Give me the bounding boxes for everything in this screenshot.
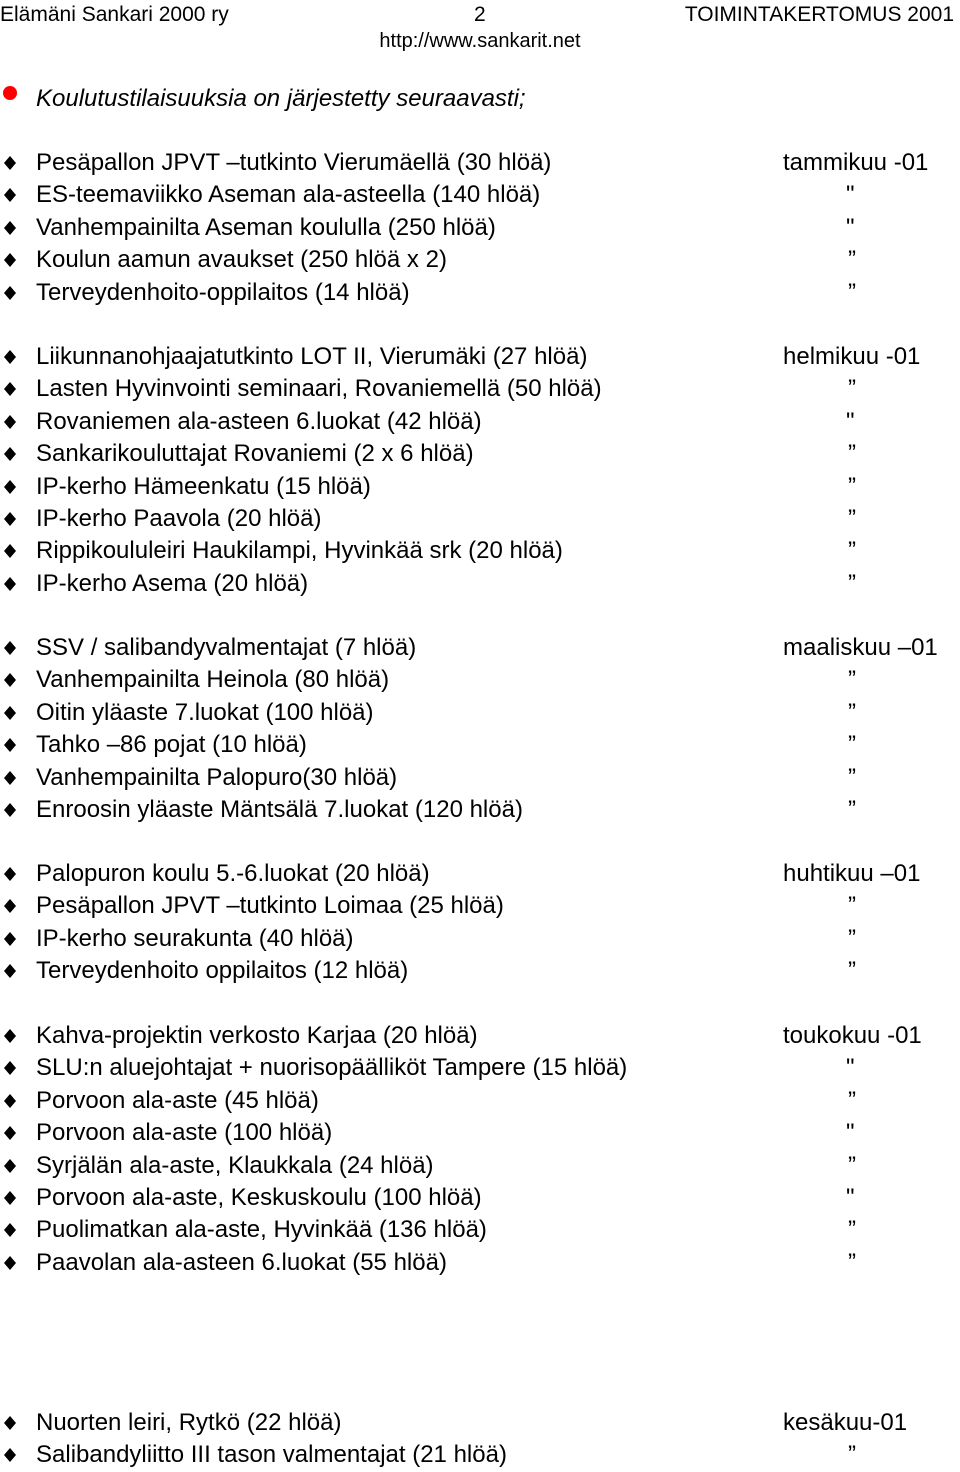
list-item bbox=[0, 1247, 960, 1279]
diamond-bullet-icon bbox=[2, 770, 18, 786]
ditto-mark: ” bbox=[848, 957, 856, 985]
event-description: Rovaniemen ala-asteen 6.luokat (42 hlöä) bbox=[36, 407, 482, 435]
ditto-mark: ” bbox=[848, 698, 856, 726]
event-month: tammikuu -01 bbox=[783, 149, 929, 176]
ditto-mark: ” bbox=[848, 375, 856, 403]
event-description: Vanhempainilta Aseman koululla (250 hlöä) bbox=[36, 213, 496, 241]
list-item bbox=[0, 664, 960, 696]
ditto-mark: " bbox=[846, 1054, 855, 1082]
event-month: kesäkuu-01 bbox=[783, 1409, 908, 1436]
diamond-bullet-icon bbox=[2, 252, 18, 268]
event-description: Porvoon ala-aste (100 hlöä) bbox=[36, 1119, 333, 1147]
diamond-bullet-icon bbox=[2, 931, 18, 947]
diamond-bullet-icon bbox=[2, 672, 18, 688]
event-description: Terveydenhoito oppilaitos (12 hlöä) bbox=[36, 957, 409, 985]
list-item bbox=[0, 179, 960, 211]
list-item bbox=[0, 147, 960, 179]
ditto-mark: ” bbox=[848, 666, 856, 694]
diamond-bullet-icon bbox=[2, 187, 18, 203]
diamond-bullet-icon bbox=[2, 1093, 18, 1109]
event-description: Nuorten leiri, Rytkö (22 hlöä) bbox=[36, 1409, 342, 1436]
event-description: ES-teemaviikko Aseman ala-asteella (140 hlöä) bbox=[36, 181, 541, 209]
list-item bbox=[0, 373, 960, 405]
event-month: toukokuu -01 bbox=[783, 1022, 922, 1049]
event-description: Syrjälän ala-aste, Klaukkala (24 hlöä) bbox=[36, 1151, 434, 1179]
ditto-mark: " bbox=[846, 407, 855, 435]
list-item bbox=[0, 244, 960, 276]
ditto-mark: ” bbox=[848, 246, 856, 274]
list-item bbox=[0, 1085, 960, 1117]
diamond-bullet-icon bbox=[2, 1060, 18, 1076]
diamond-bullet-icon bbox=[2, 963, 18, 979]
list-item bbox=[0, 1214, 960, 1246]
diamond-bullet-icon bbox=[2, 1028, 18, 1044]
diamond-bullet-icon bbox=[2, 705, 18, 721]
diamond-bullet-icon bbox=[2, 446, 18, 462]
diamond-bullet-icon bbox=[2, 511, 18, 527]
list-item bbox=[0, 697, 960, 729]
diamond-bullet-icon bbox=[2, 381, 18, 397]
diamond-bullet-icon bbox=[2, 1415, 18, 1431]
document-title: TOIMINTAKERTOMUS 2001 bbox=[684, 3, 954, 26]
event-description: Lasten Hyvinvointi seminaari, Rovaniemellä (50 hlöä) bbox=[36, 375, 602, 403]
list-item bbox=[0, 762, 960, 794]
diamond-bullet-icon bbox=[2, 349, 18, 365]
list-item bbox=[0, 1117, 960, 1149]
list-item bbox=[0, 1020, 960, 1052]
diamond-bullet-icon bbox=[2, 737, 18, 753]
diamond-bullet-icon bbox=[2, 479, 18, 495]
list-item bbox=[0, 1439, 960, 1471]
list-item bbox=[0, 729, 960, 761]
heading-text: Koulutustilaisuuksia on järjestetty seuraavasti; bbox=[36, 85, 526, 112]
diamond-bullet-icon bbox=[2, 1125, 18, 1141]
diamond-bullet-icon bbox=[2, 1158, 18, 1174]
diamond-bullet-icon bbox=[2, 285, 18, 301]
list-item bbox=[0, 632, 960, 664]
organization-name: Elämäni Sankari 2000 ry bbox=[0, 3, 229, 26]
diamond-bullet-icon bbox=[2, 543, 18, 559]
ditto-mark: ” bbox=[848, 1248, 856, 1276]
ditto-mark: ” bbox=[848, 1441, 856, 1469]
diamond-bullet-icon bbox=[2, 640, 18, 656]
list-item bbox=[0, 535, 960, 567]
event-description: Paavolan ala-asteen 6.luokat (55 hlöä) bbox=[36, 1248, 447, 1276]
list-item bbox=[0, 923, 960, 955]
diamond-bullet-icon bbox=[2, 1447, 18, 1463]
diamond-bullet-icon bbox=[2, 576, 18, 592]
ditto-mark: ” bbox=[848, 796, 856, 823]
diamond-bullet-icon bbox=[2, 866, 18, 882]
list-item bbox=[0, 794, 960, 826]
list-item bbox=[0, 858, 960, 890]
diamond-bullet-icon bbox=[2, 155, 18, 171]
ditto-mark: ” bbox=[848, 278, 856, 306]
ditto-mark: ” bbox=[848, 1151, 856, 1179]
list-item bbox=[0, 568, 960, 600]
event-description: IP-kerho Paavola (20 hlöä) bbox=[36, 505, 322, 532]
diamond-bullet-icon bbox=[2, 898, 18, 914]
event-month: helmikuu -01 bbox=[783, 343, 921, 370]
event-description: Rippikoululeiri Haukilampi, Hyvinkää srk (20 hlöä) bbox=[36, 537, 563, 565]
website-url[interactable]: http://www.sankarit.net bbox=[379, 30, 581, 52]
event-description: Koulun aamun avaukset (250 hlöä x 2) bbox=[36, 246, 447, 274]
event-description: Palopuron koulu 5.-6.luokat (20 hlöä) bbox=[36, 860, 430, 887]
section-heading bbox=[0, 83, 960, 115]
list-item bbox=[0, 438, 960, 470]
event-description: Kahva-projektin verkosto Karjaa (20 hlöä) bbox=[36, 1022, 478, 1049]
ditto-mark: ” bbox=[848, 569, 856, 597]
list-item bbox=[0, 1052, 960, 1084]
ditto-mark: ” bbox=[848, 924, 856, 952]
list-item bbox=[0, 471, 960, 503]
page-header bbox=[0, 0, 960, 60]
event-description: Terveydenhoito-oppilaitos (14 hlöä) bbox=[36, 278, 410, 306]
event-month: maaliskuu –01 bbox=[783, 634, 938, 661]
event-description: Sankarikouluttajat Rovaniemi (2 x 6 hlöä) bbox=[36, 440, 474, 468]
event-description: IP-kerho Asema (20 hlöä) bbox=[36, 569, 309, 597]
event-description: IP-kerho Hämeenkatu (15 hlöä) bbox=[36, 472, 371, 500]
event-description: Salibandyliitto III tason valmentajat (21 hlöä) bbox=[36, 1441, 507, 1469]
page-number: 2 bbox=[474, 3, 486, 26]
ditto-mark: " bbox=[846, 181, 855, 209]
list-item bbox=[0, 406, 960, 438]
diamond-bullet-icon bbox=[2, 414, 18, 430]
diamond-bullet-icon bbox=[2, 802, 18, 818]
ditto-mark: " bbox=[846, 213, 855, 241]
event-description: Vanhempainilta Palopuro(30 hlöä) bbox=[36, 763, 398, 791]
diamond-bullet-icon bbox=[2, 1222, 18, 1238]
ditto-mark: ” bbox=[848, 440, 856, 468]
event-description: Puolimatkan ala-aste, Hyvinkää (136 hlöä) bbox=[36, 1216, 487, 1244]
diamond-bullet-icon bbox=[2, 1255, 18, 1271]
ditto-mark: ” bbox=[848, 763, 856, 791]
event-description: Tahko –86 pojat (10 hlöä) bbox=[36, 731, 307, 759]
ditto-mark: ” bbox=[848, 1086, 856, 1114]
list-item bbox=[0, 503, 960, 535]
event-description: Enroosin yläaste Mäntsälä 7.luokat (120 hlöä) bbox=[36, 796, 523, 823]
ditto-mark: ” bbox=[848, 892, 856, 920]
ditto-mark: ” bbox=[848, 537, 856, 565]
event-description: Porvoon ala-aste (45 hlöä) bbox=[36, 1086, 319, 1114]
list-item bbox=[0, 277, 960, 309]
ditto-mark: ” bbox=[848, 731, 856, 759]
ditto-mark: " bbox=[846, 1184, 855, 1211]
diamond-bullet-icon bbox=[2, 220, 18, 236]
event-description: Porvoon ala-aste, Keskuskoulu (100 hlöä) bbox=[36, 1184, 482, 1211]
ditto-mark: " bbox=[846, 1119, 855, 1147]
list-item bbox=[0, 341, 960, 373]
ditto-mark: ” bbox=[848, 1216, 856, 1244]
event-description: IP-kerho seurakunta (40 hlöä) bbox=[36, 924, 354, 952]
event-description: SSV / salibandyvalmentajat (7 hlöä) bbox=[36, 634, 417, 661]
ditto-mark: ” bbox=[848, 472, 856, 500]
list-item bbox=[0, 1407, 960, 1439]
event-description: Oitin yläaste 7.luokat (100 hlöä) bbox=[36, 698, 374, 726]
list-item bbox=[0, 1182, 960, 1214]
list-item bbox=[0, 955, 960, 987]
event-description: SLU:n aluejohtajat + nuorisopäälliköt Tampere (15 hlöä) bbox=[36, 1054, 628, 1082]
diamond-bullet-icon bbox=[2, 1190, 18, 1206]
list-item bbox=[0, 890, 960, 922]
event-description: Pesäpallon JPVT –tutkinto Loimaa (25 hlöä) bbox=[36, 892, 504, 920]
list-item bbox=[0, 1150, 960, 1182]
red-dot-bullet-icon bbox=[2, 85, 18, 101]
event-month: huhtikuu –01 bbox=[783, 860, 921, 887]
event-description: Liikunnanohjaajatutkinto LOT II, Vierumäki (27 hlöä) bbox=[36, 343, 588, 370]
event-description: Pesäpallon JPVT –tutkinto Vierumäellä (30 hlöä) bbox=[36, 149, 552, 176]
event-description: Vanhempainilta Heinola (80 hlöä) bbox=[36, 666, 390, 694]
list-item bbox=[0, 212, 960, 244]
ditto-mark: ” bbox=[848, 505, 856, 532]
